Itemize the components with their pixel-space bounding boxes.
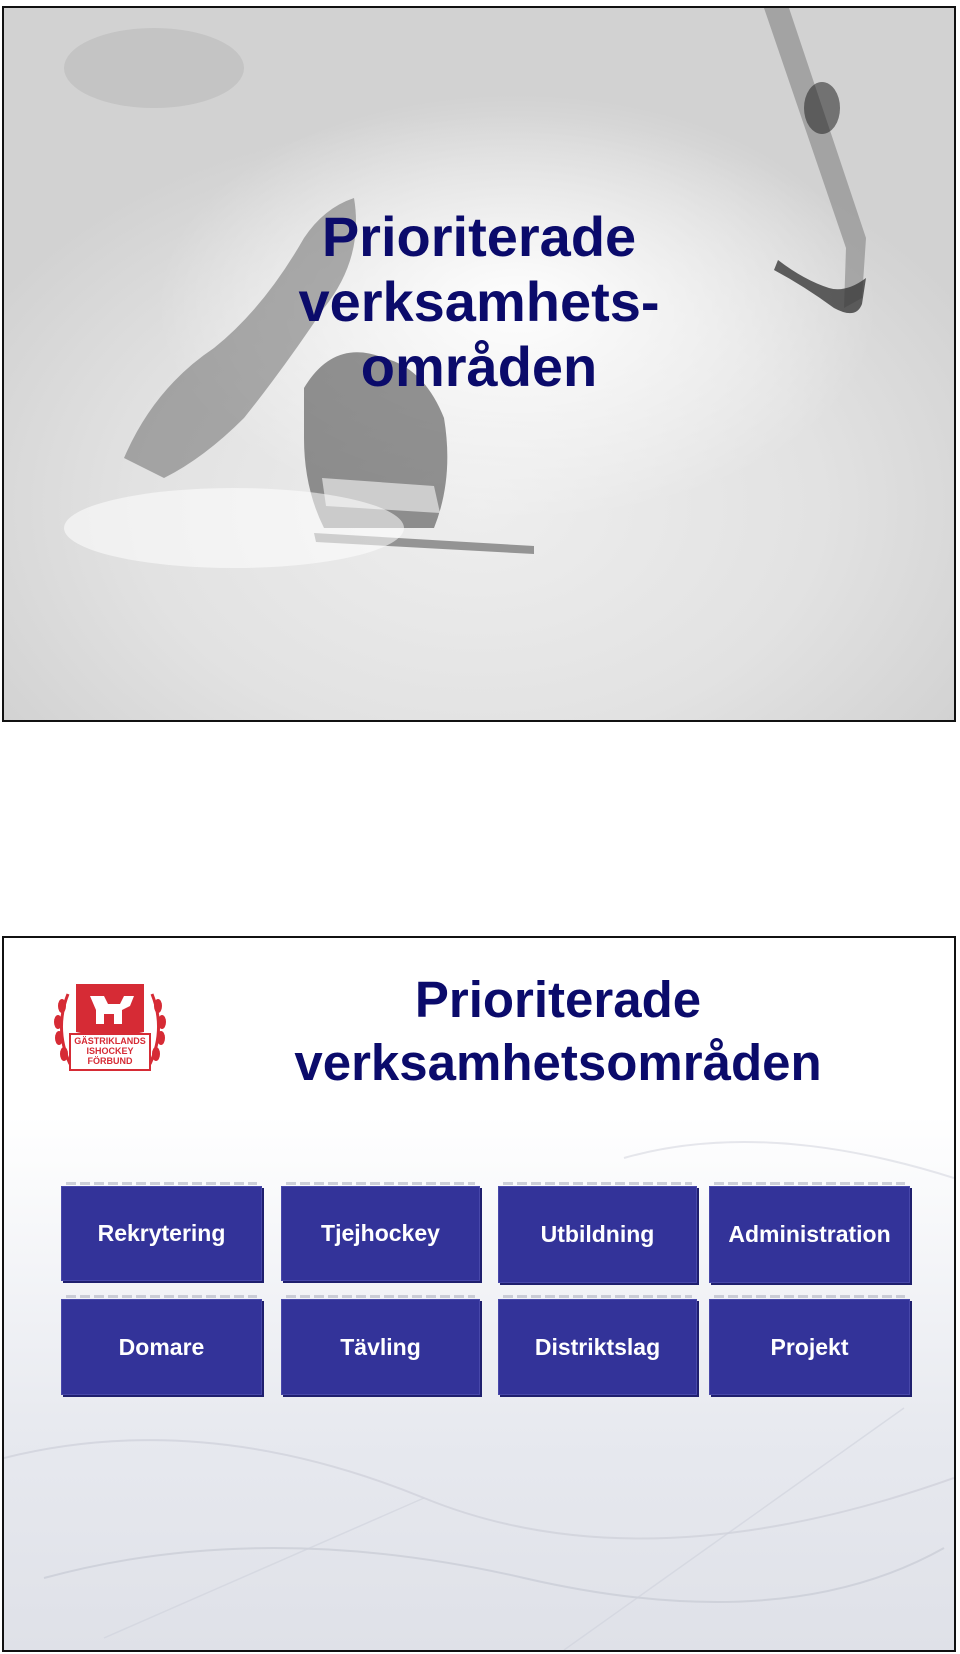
gastriklands-ishockey-forbund-logo: [50, 974, 170, 1084]
area-box-projekt: Projekt: [709, 1299, 910, 1395]
slide-title-line-2: verksamhetsområden: [294, 1034, 822, 1091]
area-box-tjejhockey: Tjejhockey: [281, 1186, 480, 1281]
slide-title-line-1: Prioriterade: [321, 205, 637, 268]
slide-title-line-3: områden: [360, 335, 598, 398]
puck-blur: [804, 82, 840, 134]
ice-spray-2: [64, 28, 244, 108]
area-box-tavling: Tävling: [281, 1299, 480, 1395]
title-slide: [2, 6, 956, 722]
logo-text-line-1: GÄSTRIKLANDS: [74, 1036, 146, 1046]
logo-text-line-3: FÖRBUND: [87, 1056, 133, 1066]
slide-title-line-1: Prioriterade: [414, 971, 702, 1028]
ice-spray: [64, 488, 404, 568]
slide-title: [4, 204, 954, 399]
area-box-administration: Administration: [709, 1186, 910, 1283]
slide-title-line-2: verksamhets-: [298, 270, 660, 333]
area-box-distriktslag: Distriktslag: [498, 1299, 697, 1395]
area-box-utbildning: Utbildning: [498, 1186, 697, 1283]
areas-slide: [2, 936, 956, 1652]
logo-text-line-2: ISHOCKEY: [86, 1046, 134, 1056]
area-box-domare: Domare: [61, 1299, 262, 1395]
slide-title: [174, 968, 942, 1094]
area-box-rekrytering: Rekrytering: [61, 1186, 262, 1281]
